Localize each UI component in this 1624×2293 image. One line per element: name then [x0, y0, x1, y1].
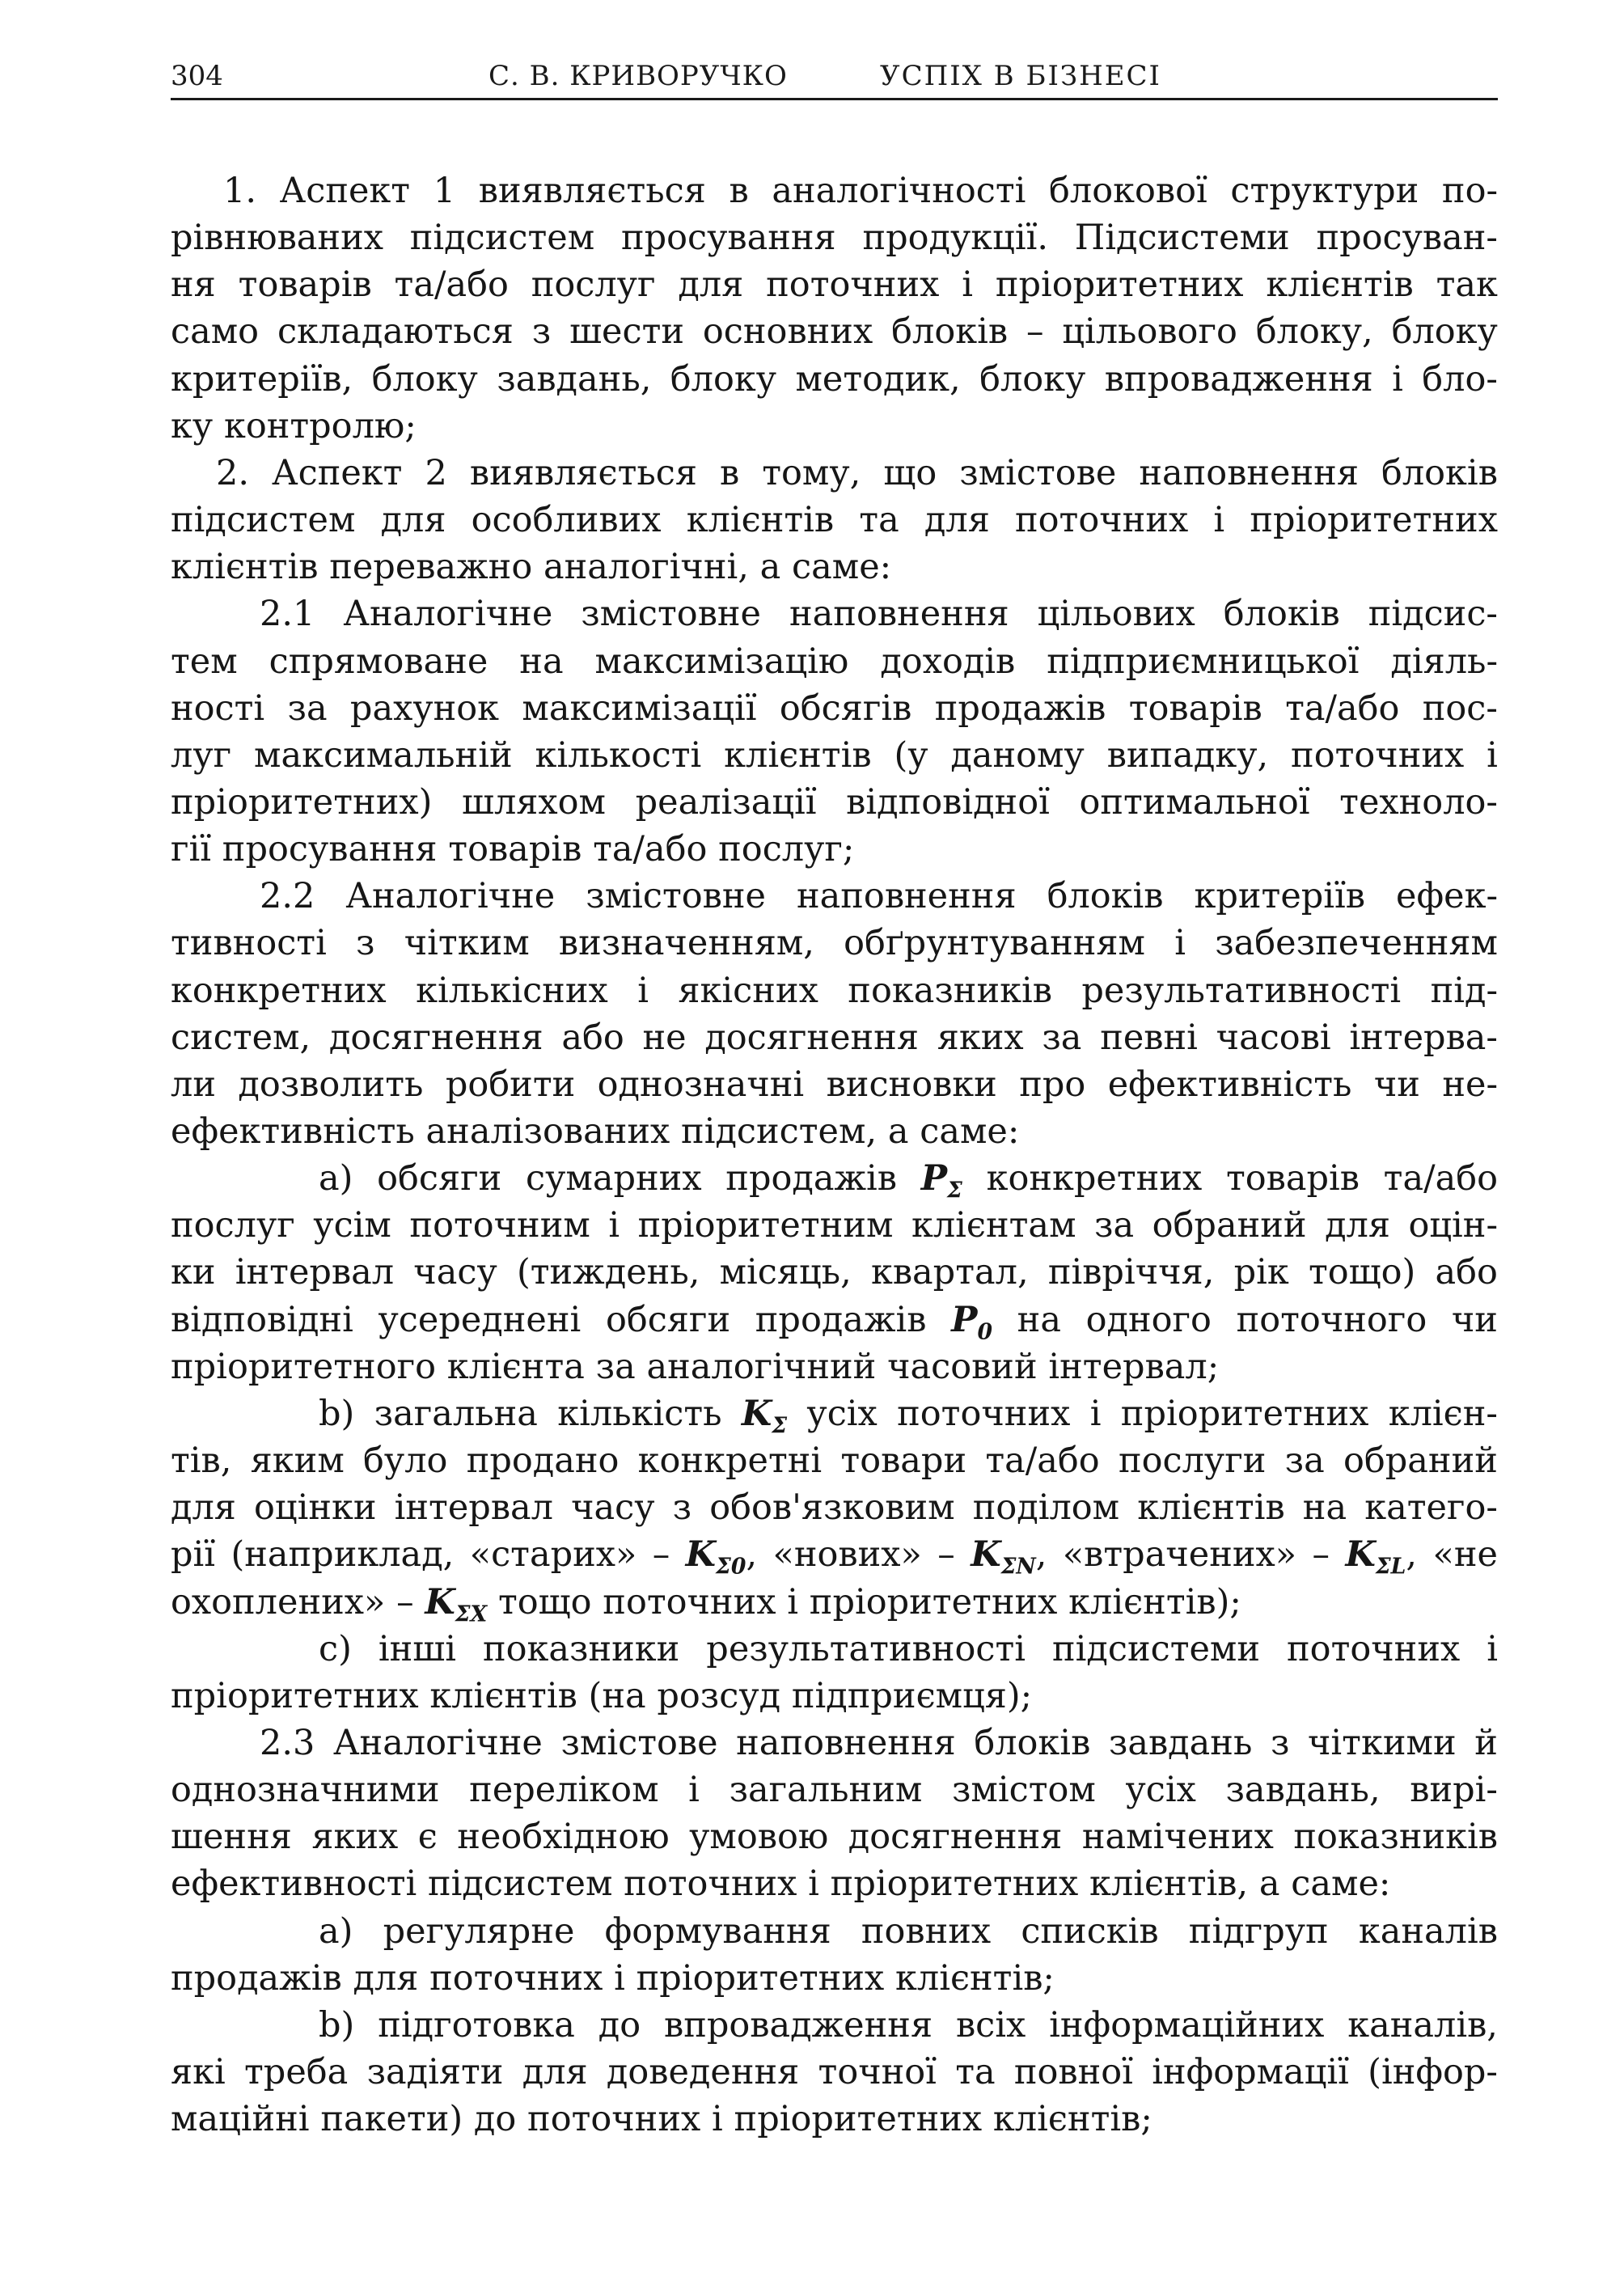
- text-line: луг максимальній кількості клієнтів (у даному випадку, поточних і: [171, 735, 1498, 776]
- text-line: критеріїв, блоку завдань, блоку методик, блоку впровадження і бло-: [171, 359, 1498, 400]
- text-line: пріоритетних клієнтів (на розсуд підприємця);: [171, 1676, 1033, 1716]
- math-symbol: $K_{\Sigma 0}$: [685, 1534, 746, 1580]
- text-line: 2. Аспект 2 виявляється в тому, що змістове наповнення блоків: [216, 453, 1498, 493]
- text-line: маційні пакети) до поточних і пріоритетних клієнтів;: [171, 2099, 1152, 2139]
- math-symbol: $K_\Sigma$: [741, 1394, 788, 1439]
- text-line: 2.2 Аналогічне змістовне наповнення блоків критеріїв ефек-: [260, 876, 1498, 916]
- text-line: клієнтів переважно аналогічні, а саме:: [171, 547, 892, 587]
- text-line: конкретних кількісних і якісних показників результативності під-: [171, 971, 1498, 1011]
- math-symbol: $K_{\Sigma X}$: [425, 1582, 488, 1627]
- header-rule: [171, 98, 1498, 100]
- text-line: які треба задіяти для доведення точної та повної інформації (інфор-: [171, 2052, 1498, 2092]
- text-line: 2.1 Аналогічне змістовне наповнення цільових блоків підсис-: [260, 594, 1498, 634]
- text-line: відповідні усереднені обсяги продажів $P_0$ на одного поточного чи: [171, 1300, 1498, 1345]
- text-line: 1. Аспект 1 виявляється в аналогічності блокової структури по-: [223, 171, 1498, 211]
- text-line: продажів для поточних і пріоритетних клієнтів;: [171, 1958, 1055, 1999]
- text-line: ки інтервал часу (тиждень, місяць, квартал, півріччя, рік тощо) або: [171, 1252, 1498, 1292]
- text-line: ефективність аналізованих підсистем, а саме:: [171, 1111, 1020, 1152]
- text-line: шення яких є необхідною умовою досягнення намічених показників: [171, 1817, 1498, 1857]
- text-line: само складаються з шести основних блоків – цільового блоку, блоку: [171, 311, 1498, 352]
- math-symbol: $P_\Sigma$: [920, 1158, 962, 1204]
- math-symbol: $K_{\Sigma L}$: [1345, 1534, 1406, 1580]
- text-line: c) інші показники результативності підсистеми поточних і: [319, 1629, 1498, 1669]
- text-line: ефективності підсистем поточних і пріоритетних клієнтів, а саме:: [171, 1864, 1391, 1904]
- text-line: рії (наприклад, «старих» – $K_{\Sigma 0}$, «нових» – $K_{\Sigma N}$, «втрачених» – $K_{\Sigma L}$, «не: [171, 1534, 1498, 1580]
- text-line: для оцінки інтервал часу з обов'язковим поділом клієнтів на катего-: [171, 1487, 1498, 1528]
- math-symbol: $P_0$: [951, 1300, 993, 1345]
- running-head-title: УСПІХ В БІЗНЕСІ: [880, 60, 1161, 92]
- text-line: охоплених» – $K_{\Sigma X}$ тощо поточних і пріоритетних клієнтів);: [171, 1582, 1241, 1627]
- text-line: гії просування товарів та/або послуг;: [171, 829, 855, 869]
- text-line: систем, досягнення або не досягнення яких за певні часові інтерва-: [171, 1017, 1498, 1058]
- text-line: ності за рахунок максимізації обсягів продажів товарів та/або пос-: [171, 688, 1498, 729]
- text-line: ку контролю;: [171, 406, 417, 446]
- text-line: пріоритетного клієнта за аналогічний часовий інтервал;: [171, 1347, 1220, 1387]
- page-number: 304: [171, 60, 223, 92]
- text-line: однозначними переліком і загальним змістом усіх завдань, вирі-: [171, 1770, 1498, 1810]
- text-line: a) обсяги сумарних продажів $P_\Sigma$ конкретних товарів та/або: [319, 1158, 1498, 1204]
- text-line: 2.3 Аналогічне змістове наповнення блоків завдань з чіткими й: [260, 1723, 1498, 1763]
- text-line: b) підготовка до впровадження всіх інформаційних каналів,: [319, 2005, 1498, 2046]
- text-line: ня товарів та/або послуг для поточних і пріоритетних клієнтів так: [171, 264, 1498, 305]
- text-line: пріоритетних) шляхом реалізації відповідної оптимальної техноло-: [171, 782, 1498, 823]
- text-line: a) регулярне формування повних списків підгруп каналів: [319, 1911, 1498, 1952]
- running-head-author: С. В. КРИВОРУЧКО: [488, 60, 788, 92]
- text-line: послуг усім поточним і пріоритетним клієнтам за обраний для оцін-: [171, 1205, 1498, 1246]
- text-line: тивності з чітким визначенням, обґрунтуванням і забезпеченням: [171, 923, 1498, 963]
- text-line: рівнюваних підсистем просування продукції. Підсистеми просуван-: [171, 218, 1498, 258]
- text-line: тем спрямоване на максимізацію доходів підприємницької діяль-: [171, 641, 1498, 682]
- text-line: ли дозволить робити однозначні висновки про ефективність чи не-: [171, 1064, 1498, 1105]
- math-symbol: $K_{\Sigma N}$: [971, 1534, 1036, 1580]
- text-line: підсистем для особливих клієнтів та для поточних і пріоритетних: [171, 500, 1498, 540]
- text-line: b) загальна кількість $K_\Sigma$ усіх поточних і пріоритетних клієн-: [319, 1394, 1498, 1439]
- text-line: тів, яким було продано конкретні товари та/або послуги за обраний: [171, 1441, 1498, 1481]
